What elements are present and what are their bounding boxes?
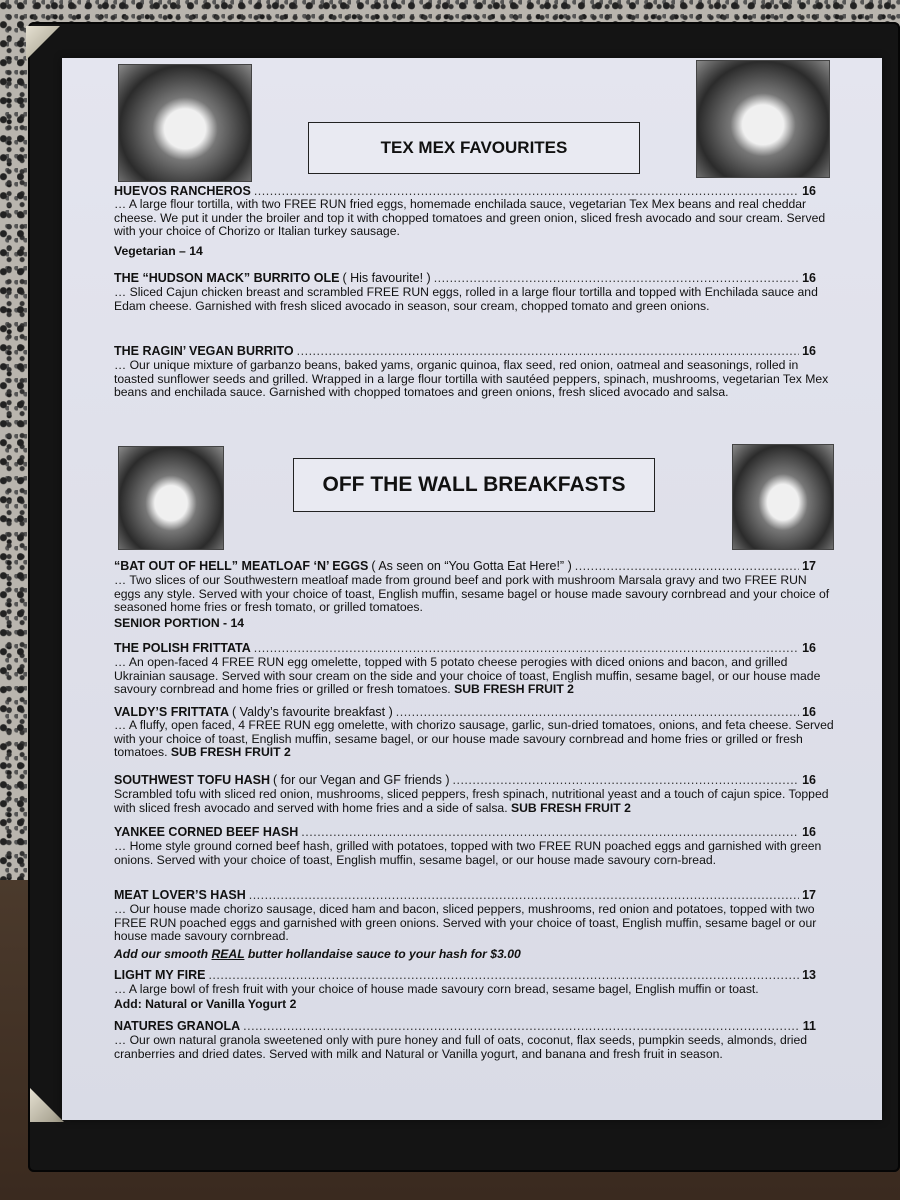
hollandaise-addon: [114, 947, 521, 961]
addon-text-end: butter hollandaise sauce to your hash for $3.00: [244, 947, 521, 961]
item-description: … Our own natural granola sweetened only with pure honey and full of oats, coconut, flax seeds, pumpkin seeds, almonds, dried cranberries and dried dates. Served with milk and Natural or Vanilla yogurt, and banana and fresh fruit in season.: [114, 1033, 808, 1061]
dot-leader: [208, 968, 799, 982]
item-description: … Our unique mixture of garbanzo beans, baked yams, organic quinoa, flax seed, red onion, oatmeal and seasonings, rolled in toasted sunflower seeds and grilled. Wrapped in a large flour tortilla with sautéed peppers, spinach, mushrooms, vegetarian Tex Mex beans and enchilada sauce. Garnished with chopped tomatoes and green onions, fresh sliced avocado and salsa.: [114, 358, 829, 400]
item-description: … Sliced Cajun chicken breast and scrambled FREE RUN eggs, rolled in a large flour tortilla and topped with Enchilada sauce and Edam cheese. Garnished with fresh sliced avocado in season, sour cream, chopped tomato and green onions.: [114, 285, 818, 313]
dot-leader: [575, 559, 799, 573]
dot-leader: [434, 271, 799, 285]
item-name: LIGHT MY FIRE: [114, 968, 206, 982]
item-name: THE “HUDSON MACK” BURRITO OLE: [114, 271, 340, 285]
menu-page: [62, 58, 882, 1120]
section-title-tex-mex: TEX MEX FAVOURITES: [308, 122, 640, 174]
menu-item-bat-out-of-hell: [114, 559, 816, 573]
item-note: ( As seen on “You Gotta Eat Here!” ): [371, 559, 572, 573]
dot-leader: [254, 641, 799, 655]
dot-leader: [254, 184, 799, 198]
dot-leader: [297, 344, 799, 358]
item-name: YANKEE CORNED BEEF HASH: [114, 825, 299, 839]
menu-item-huevos-rancheros: [114, 184, 816, 198]
sub-fruit: SUB FRESH FRUIT 2: [170, 745, 291, 760]
item-description: … Home style ground corned beef hash, grilled with potatoes, topped with two FREE RUN poached eggs and garnished with green onions. Served with your choice of toast, English muffin, sesame bagel, or our house made savoury corn-bread.: [114, 839, 822, 867]
food-photo-huevos: [118, 64, 252, 182]
item-price: 16: [802, 773, 816, 787]
addon-text-real: REAL: [211, 947, 245, 961]
dot-leader: [396, 705, 799, 719]
item-price: 13: [802, 968, 816, 982]
item-description: [114, 719, 834, 760]
description-text: … An open-faced 4 FREE RUN egg omelette, topped with 5 potato cheese perogies with diced onions and bacon, and grilled Ukrainian sausage. Served with sour cream on the side and your choice of toast, English muffin, sesame bagel, or our house made savoury cornbread and home fries or grilled or fresh tomatoes.: [114, 655, 821, 697]
item-price: 17: [802, 888, 816, 902]
item-note: ( for our Vegan and GF friends ): [273, 773, 450, 787]
item-description: … Two slices of our Southwestern meatloaf made from ground beef and pork with mushroom Marsala gravy and two FREE RUN eggs any style. Served with your choice of toast, English muffin, sesame bagel or house made savoury cornbread and your choice of seasoned home fries or fresh tomato, or grilled tomatoes.: [114, 573, 830, 615]
menu-item-meat-lovers-hash: [114, 888, 816, 902]
item-description: … A large flour tortilla, with two FREE RUN fried eggs, homemade enchilada sauce, vegetarian Tex Mex beans and real cheddar cheese. We put it under the broiler and top it with chopped tomatoes and green onion, sliced fresh avocado and sour cream. Served with your choice of Chorizo or Italian turkey sausage.: [114, 197, 826, 239]
menu-item-valdys-frittata: [114, 705, 816, 719]
dot-leader: [249, 888, 799, 902]
menu-item-natures-granola: [114, 1019, 816, 1033]
item-name: MEAT LOVER’S HASH: [114, 888, 246, 902]
sub-fruit: SUB FRESH FRUIT 2: [454, 682, 574, 697]
item-note: ( Valdy’s favourite breakfast ): [232, 705, 393, 719]
item-price: 16: [802, 825, 816, 839]
item-price: 17: [802, 559, 816, 573]
food-photo-hash: [732, 444, 834, 550]
dot-leader: [453, 773, 800, 787]
item-description: [114, 788, 834, 815]
item-name: THE POLISH FRITTATA: [114, 641, 251, 655]
menu-item-light-my-fire: [114, 968, 816, 982]
item-price: 11: [802, 1019, 816, 1033]
item-name: SOUTHWEST TOFU HASH: [114, 773, 271, 787]
vegetarian-price: Vegetarian – 14: [114, 244, 203, 258]
sub-fruit: SUB FRESH FRUIT 2: [511, 800, 631, 815]
item-description: … A large bowl of fresh fruit with your choice of house made savoury corn bread, sesame bagel, English muffin or toast.: [114, 982, 759, 996]
senior-portion: SENIOR PORTION - 14: [114, 616, 245, 630]
item-name: “BAT OUT OF HELL” MEATLOAF ‘N’ EGGS: [114, 559, 369, 573]
menu-item-southwest-tofu: [114, 773, 816, 787]
item-price: 16: [802, 271, 816, 285]
dot-leader: [301, 825, 799, 839]
addon-text-start: Add our smooth: [114, 947, 212, 961]
menu-item-hudson-mack: [114, 271, 816, 285]
item-description: … Our house made chorizo sausage, diced ham and bacon, sliced peppers, mushrooms, red onion and potatoes, topped with two FREE RUN poached eggs and garnished with green onions. Served with your choice of toast, English muffin, sesame bagel or our house made savoury cornbread.: [114, 902, 817, 944]
item-price: 16: [802, 705, 816, 719]
item-note: ( His favourite! ): [342, 271, 431, 285]
item-name: VALDY’S FRITTATA: [114, 705, 230, 719]
description-text: Scrambled tofu with sliced red onion, mushrooms, sliced peppers, fresh spinach, nutritional yeast and a touch of cajun spice. Topped with sliced fresh avocado and served with home fries and a side of salsa.: [114, 787, 829, 815]
section-title-off-the-wall: OFF THE WALL BREAKFASTS: [293, 458, 655, 512]
item-name: THE RAGIN’ VEGAN BURRITO: [114, 344, 294, 358]
food-photo-burrito: [696, 60, 830, 178]
yogurt-addon: Add: Natural or Vanilla Yogurt 2: [114, 997, 297, 1011]
item-price: 16: [802, 641, 816, 655]
item-price: 16: [802, 344, 816, 358]
item-description: [114, 656, 834, 697]
item-name: HUEVOS RANCHEROS: [114, 184, 251, 198]
food-photo-breakfast-plate: [118, 446, 224, 550]
menu-item-ragin-vegan: [114, 344, 816, 358]
menu-item-yankee-corned-beef: [114, 825, 816, 839]
description-text: … A fluffy, open faced, 4 FREE RUN egg omelette, with chorizo sausage, garlic, sun-dried tomatoes, onions, and feta cheese. Served with your choice of toast, English muffin, sesame bagel, or our house made savoury cornbread and home fries or grilled or fresh tomatoes.: [114, 718, 834, 760]
dot-leader: [243, 1019, 800, 1033]
item-name: NATURES GRANOLA: [114, 1019, 241, 1033]
item-price: 16: [802, 184, 816, 198]
menu-item-polish-frittata: [114, 641, 816, 655]
